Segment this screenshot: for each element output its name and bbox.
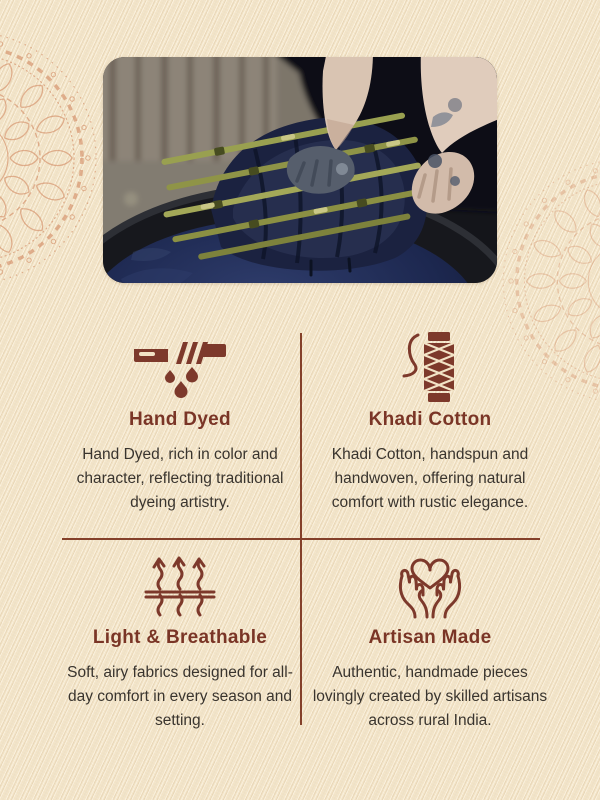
- feature-title: Artisan Made: [368, 627, 492, 648]
- hands-heart-icon: [300, 551, 560, 619]
- feature-title: Light & Breathable: [92, 627, 268, 648]
- breathable-airflow-icon: [50, 551, 310, 619]
- paintbrush-drops-icon: [50, 333, 310, 401]
- feature-description: Khadi Cotton, handspun and handwoven, offering natural comfort with rustic elegance.: [331, 446, 529, 511]
- feature-description: Authentic, handmade pieces lovingly created by skilled artisans across rural India.: [312, 664, 548, 729]
- feature-title: Hand Dyed: [129, 409, 231, 430]
- feature-card-artisan-made: [300, 551, 560, 733]
- feature-description: Hand Dyed, rich in color and character, reflecting traditional dyeing artistry.: [76, 446, 284, 511]
- feature-description: Soft, airy fabrics designed for all-day comfort in every season and setting.: [67, 664, 293, 729]
- thread-spool-icon: [300, 333, 560, 401]
- hero-photo-indigo-dyeing: [103, 57, 497, 283]
- horizontal-divider-line: [62, 538, 540, 540]
- feature-card-light-breathable: [50, 551, 310, 733]
- feature-card-khadi-cotton: [300, 333, 560, 515]
- mandala-decoration-top-left: [0, 10, 118, 306]
- feature-card-hand-dyed: [50, 333, 310, 515]
- feature-title: Khadi Cotton: [368, 409, 492, 430]
